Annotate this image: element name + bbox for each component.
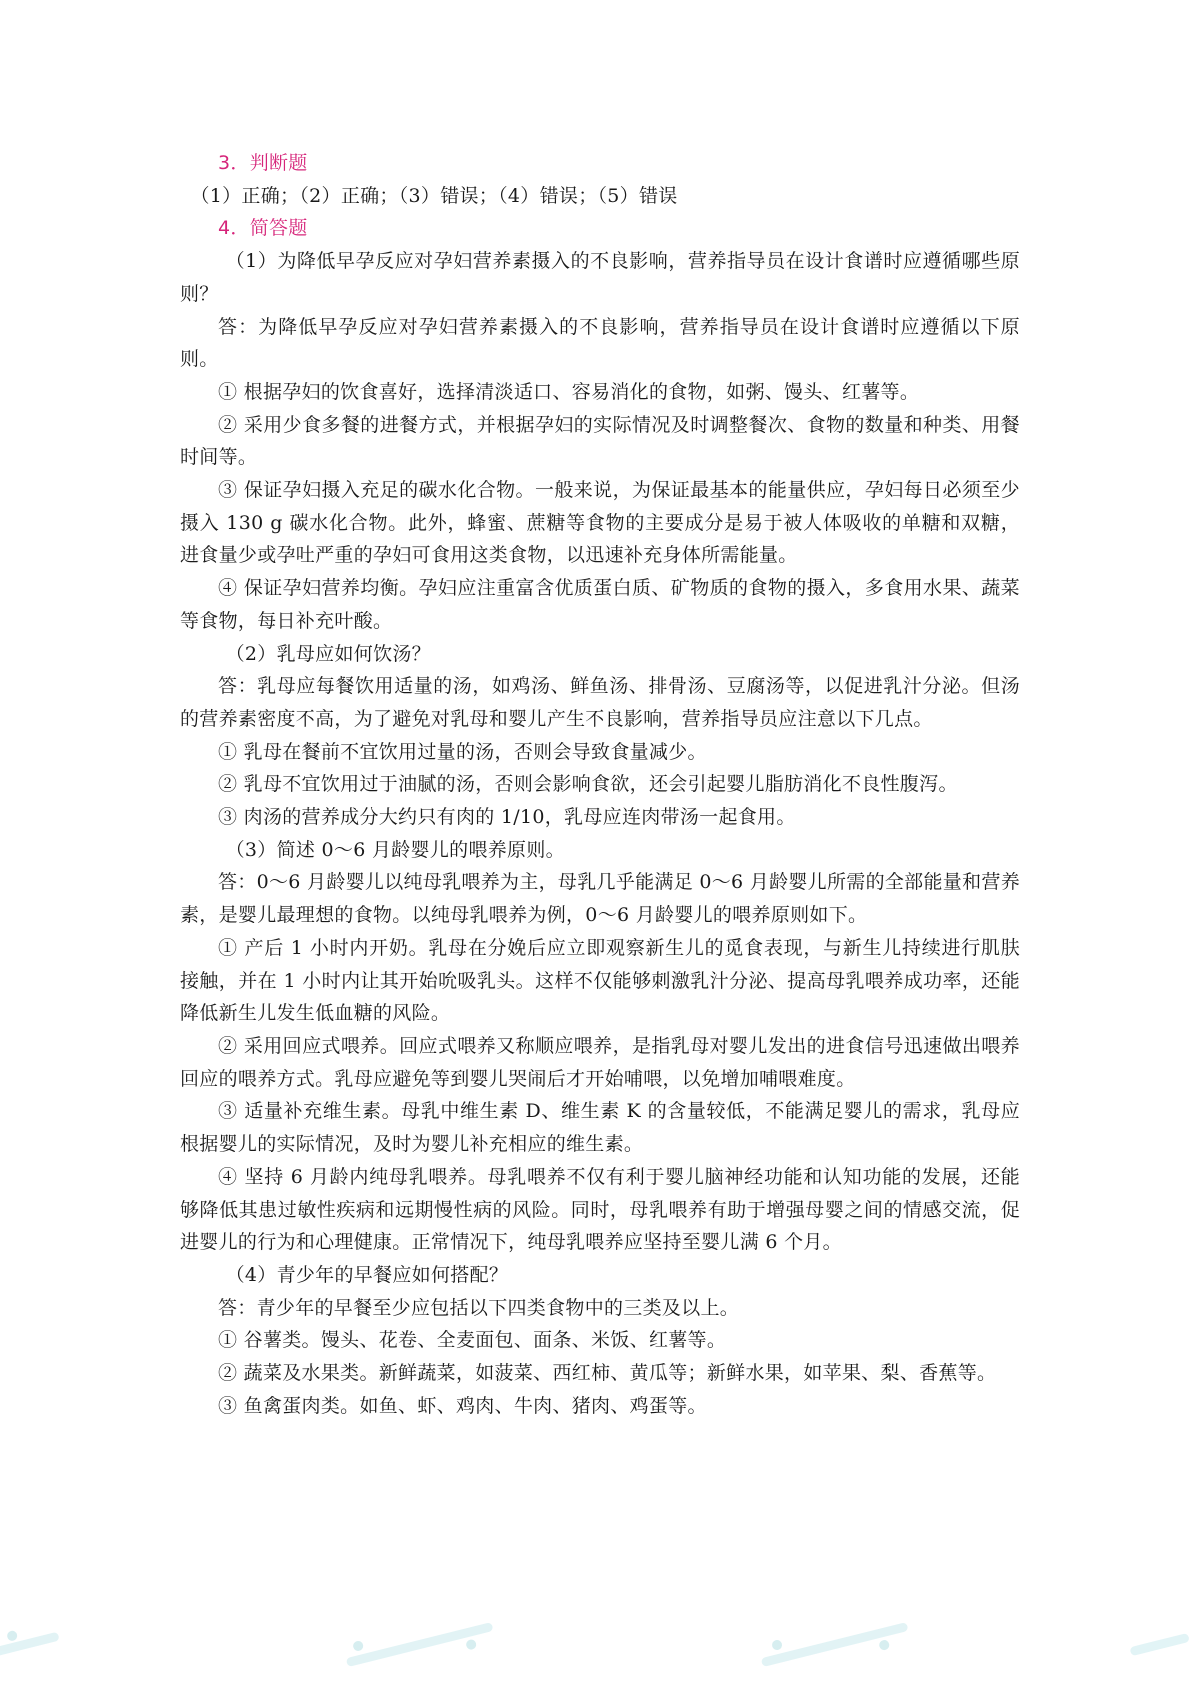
answer-3-point: ④ 坚持 6 月龄内纯母乳喂养。母乳喂养不仅有利于婴儿脑神经功能和认知功能的发展，还能够降低其患过敏性疾病和远期慢性病的风险。同时，母乳喂养有助于增强母婴之间的情感交流，促进婴儿的行为和心理健康。正常情况下，纯母乳喂养应坚持至婴儿满 6 个月。	[180, 1165, 1020, 1254]
question-1: （1）为降低早孕反应对孕妇营养素摄入的不良影响，营养指导员在设计食谱时应遵循哪些原则？	[180, 250, 1020, 305]
watermark-decoration	[1126, 1619, 1191, 1672]
watermark-decoration	[0, 1618, 64, 1674]
answer-2-point: ① 乳母在餐前不宜饮用过量的汤，否则会导致食量减少。	[218, 740, 707, 763]
answer-1-point: ③ 保证孕妇摄入充足的碳水化合物。一般来说，为保证最基本的能量供应，孕妇每日必须至少摄入 130 g 碳水化合物。此外，蜂蜜、蔗糖等食物的主要成分是易于被人体吸收的单糖和双糖，进食量少或孕吐严重的孕妇可食用这类食物，以迅速补充身体所需能量。	[180, 479, 1020, 567]
answer-3-point: ② 采用回应式喂养。回应式喂养又称顺应喂养，是指乳母对婴儿发出的进食信号迅速做出喂养回应的喂养方式。乳母应避免等到婴儿哭闹后才开始哺喂，以免增加哺喂难度。	[180, 1034, 1020, 1090]
answer-2-point: ③ 肉汤的营养成分大约只有肉的 1/10，乳母应连肉带汤一起食用。	[218, 806, 796, 829]
document-page	[180, 147, 1020, 1422]
question-2: （2）乳母应如何饮汤？	[225, 642, 431, 665]
question-4: （4）青少年的早餐应如何搭配？	[225, 1263, 509, 1286]
question-3: （3）简述 0～6 月龄婴儿的喂养原则。	[225, 838, 565, 861]
answer-4-point: ② 蔬菜及水果类。新鲜蔬菜，如菠菜、西红柿、黄瓜等；新鲜水果，如苹果、梨、香蕉等。	[218, 1362, 997, 1385]
judgment-answers: （1）正确；（2）正确；（3）错误；（4）错误；（5）错误	[190, 184, 678, 207]
answer-4-point: ③ 鱼禽蛋肉类。如鱼、虾、鸡肉、牛肉、猪肉、鸡蛋等。	[218, 1394, 707, 1417]
section-heading-short-answer: 4．简答题	[218, 217, 308, 240]
answer-1: 答：为降低早孕反应对孕妇营养素摄入的不良影响，营养指导员在设计食谱时应遵循以下原则。	[180, 315, 1020, 371]
watermark-decoration	[342, 1608, 497, 1683]
answer-1-point: ④ 保证孕妇营养均衡。孕妇应注重富含优质蛋白质、矿物质的食物的摄入，多食用水果、蔬菜等食物，每日补充叶酸。	[180, 577, 1020, 632]
answer-2-point: ② 乳母不宜饮用过于油腻的汤，否则会影响食欲，还会引起婴儿脂肪消化不良性腹泻。	[218, 773, 958, 796]
answer-4: 答：青少年的早餐至少应包括以下四类食物中的三类及以上。	[218, 1296, 740, 1319]
answer-4-point: ① 谷薯类。馒头、花卷、全麦面包、面条、米饭、红薯等。	[218, 1329, 727, 1352]
answer-3-point: ① 产后 1 小时内开奶。乳母在分娩后应立即观察新生儿的觅食表现，与新生儿持续进行肌肤接触，并在 1 小时内让其开始吮吸乳头。这样不仅能够刺激乳汁分泌、提高母乳喂养成功率，还能降低新生儿发生低血糖的风险。	[180, 936, 1020, 1025]
answer-3-point: ③ 适量补充维生素。母乳中维生素 D、维生素 K 的含量较低，不能满足婴儿的需求，乳母应根据婴儿的实际情况，及时为婴儿补充相应的维生素。	[180, 1100, 1020, 1156]
watermark-decoration	[757, 1608, 912, 1683]
answer-3: 答：0～6 月龄婴儿以纯母乳喂养为主，母乳几乎能满足 0～6 月龄婴儿所需的全部能量和营养素，是婴儿最理想的食物。以纯母乳喂养为例，0～6 月龄婴儿的喂养原则如下。	[180, 871, 1020, 927]
section-heading-judgment: 3．判断题	[218, 152, 308, 174]
answer-1-point: ① 根据孕妇的饮食喜好，选择清淡适口、容易消化的食物，如粥、馒头、红薯等。	[218, 380, 920, 403]
answer-2: 答：乳母应每餐饮用适量的汤，如鸡汤、鲜鱼汤、排骨汤、豆腐汤等，以促进乳汁分泌。但汤的营养素密度不高，为了避免对乳母和婴儿产生不良影响，营养指导员应注意以下几点。	[180, 675, 1020, 730]
answer-1-point: ② 采用少食多餐的进餐方式，并根据孕妇的实际情况及时调整餐次、食物的数量和种类、用餐时间等。	[180, 413, 1020, 469]
